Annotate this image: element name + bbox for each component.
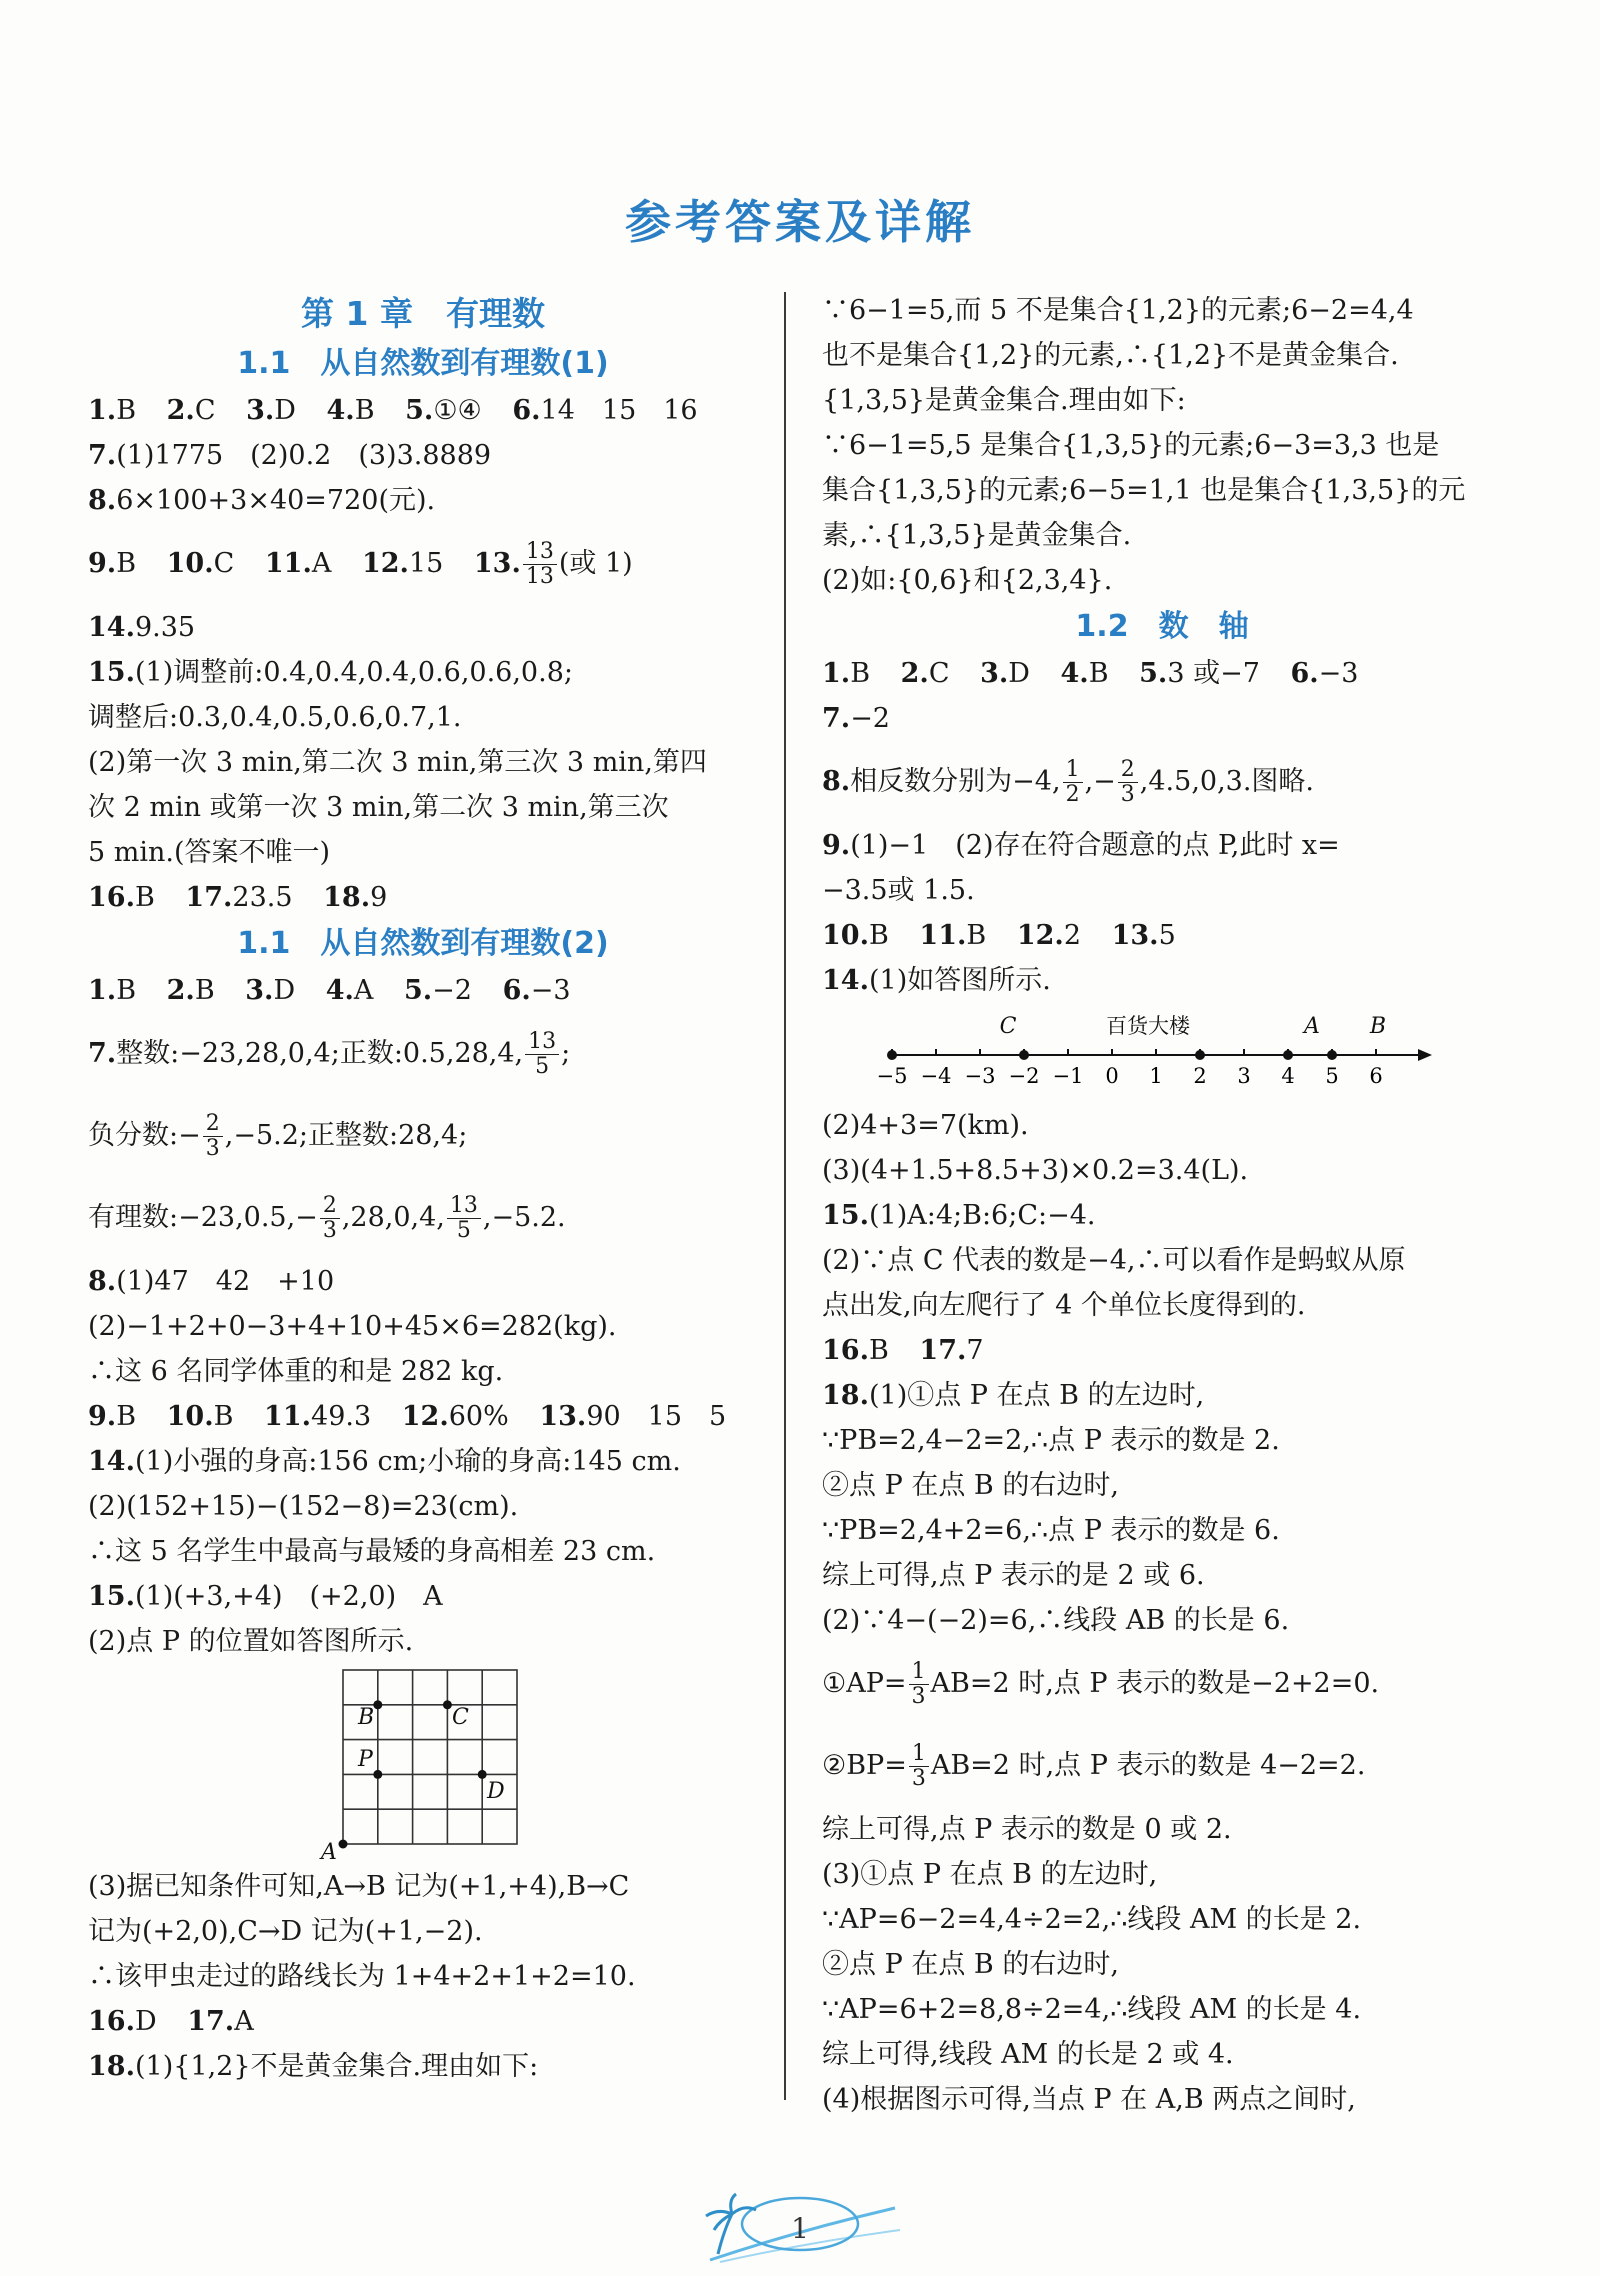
q-answer: B xyxy=(850,658,871,689)
tick-label: −4 xyxy=(920,1064,952,1088)
q-answer: ①④ xyxy=(433,395,482,426)
q-answer: D xyxy=(273,975,296,1006)
number-line-figure xyxy=(822,1003,1502,1103)
answer-line: ②点 P 在点 B 的右边时, xyxy=(822,1949,1119,1980)
q-num: 12. xyxy=(361,548,409,579)
q-num: 16. xyxy=(88,2006,135,2037)
q-num: 2. xyxy=(166,395,195,426)
label-b: B xyxy=(1369,1014,1387,1039)
answer-line: −3.5或 1.5. xyxy=(822,875,975,906)
grid-svg xyxy=(88,1664,758,1864)
fraction: $\frac{13}{5}$ xyxy=(525,1030,559,1079)
answer-line: 5 min.(答案不唯一) xyxy=(88,837,331,868)
q-answer: 60% xyxy=(448,1401,509,1432)
label-b: B xyxy=(358,1705,375,1730)
answer-line xyxy=(88,1999,758,2044)
q-answer: B xyxy=(194,975,215,1006)
q-num: 14. xyxy=(88,1446,135,1477)
q-answer: (1)小强的身高:156 cm;小瑜的身高:145 cm. xyxy=(134,1446,681,1477)
q-num: 3. xyxy=(246,395,275,426)
q-answer: C xyxy=(213,548,235,579)
q-num: 17. xyxy=(919,1335,967,1366)
q-num: 10. xyxy=(166,1401,214,1432)
answer-line: 点出发,向左爬行了 4 个单位长度得到的. xyxy=(822,1290,1306,1321)
answer-line xyxy=(88,433,758,478)
answer-line: (4)根据图示可得,当点 P 在 A,B 两点之间时, xyxy=(822,2084,1356,2115)
q-num: 9. xyxy=(822,830,851,861)
column-divider xyxy=(784,292,786,2100)
label-a: A xyxy=(1304,1014,1320,1039)
q-answer: B xyxy=(868,920,889,951)
label-d: D xyxy=(487,1779,505,1804)
section-heading-1-1-part2: 1.1 从自然数到有理数(2) xyxy=(237,926,609,961)
q-answer: (1)−1 (2)存在符合题意的点 P,此时 x= xyxy=(850,830,1340,861)
page-footer xyxy=(690,2190,910,2270)
q-num: 6. xyxy=(1290,658,1319,689)
answer-line: ①AP= $\frac{1}{3}$ AB=2 时,点 P 表示的数是−2+2=0. xyxy=(822,1659,1380,1709)
q-num: 3. xyxy=(245,975,274,1006)
tick-label: 5 xyxy=(1325,1064,1339,1088)
answer-line xyxy=(822,1373,1502,1418)
fraction: $\frac{13}{5}$ xyxy=(447,1194,481,1243)
right-column xyxy=(822,288,1502,2122)
answer-line: 综上可得,点 P 表示的是 2 或 6. xyxy=(822,1560,1205,1591)
q-num: 15. xyxy=(88,657,135,688)
answer-line: (3)(4+1.5+8.5+3)×0.2=3.4(L). xyxy=(822,1155,1249,1186)
label-p: P xyxy=(358,1747,373,1772)
tick-label: 6 xyxy=(1369,1064,1383,1088)
answer-line: 综上可得,线段 AM 的长是 2 或 4. xyxy=(822,2039,1234,2070)
left-column xyxy=(88,288,758,2089)
label-mall: 百货大楼 xyxy=(1106,1014,1190,1038)
q-num: 8. xyxy=(822,766,851,797)
q-num: 2. xyxy=(166,975,195,1006)
section-heading-1-2: 1.2 数 轴 xyxy=(1075,609,1249,644)
answer-line: 素,∴{1,3,5}是黄金集合. xyxy=(822,520,1132,551)
page-title: 参考答案及详解 xyxy=(625,195,975,249)
answer-line: (3)据已知条件可知,A→B 记为(+1,+4),B→C xyxy=(88,1871,630,1902)
q-answer: 3 或−7 xyxy=(1167,658,1260,689)
q-answer: D xyxy=(1008,658,1030,689)
q-answer: B xyxy=(116,1401,137,1432)
q-num: 7. xyxy=(88,440,117,471)
q-num: 18. xyxy=(822,1380,869,1411)
answer-line: ∴该甲虫走过的路线长为 1+4+2+1+2=10. xyxy=(88,1961,636,1992)
answer-line xyxy=(88,478,758,523)
q-num: 4. xyxy=(326,395,355,426)
answer-line xyxy=(88,1259,758,1304)
q-num: 16. xyxy=(822,1335,869,1366)
q-answer: 6×100+3×40=720(元). xyxy=(116,485,436,516)
tick-label: 0 xyxy=(1105,1064,1119,1088)
q-num: 5. xyxy=(405,395,434,426)
number-line-point xyxy=(1327,1050,1337,1060)
fraction: $\frac{2}{3}$ xyxy=(320,1194,340,1243)
q-answer: C xyxy=(194,395,216,426)
answer-line: ②BP= $\frac{1}{3}$ AB=2 时,点 P 表示的数是 4−2=2. xyxy=(822,1741,1366,1791)
answer-line: ∴这 6 名同学体重的和是 282 kg. xyxy=(88,1356,504,1387)
q-answer: B xyxy=(868,1335,889,1366)
q-num: 4. xyxy=(325,975,354,1006)
answer-line xyxy=(88,968,758,1013)
q-num: 5. xyxy=(1139,658,1168,689)
q-num: 18. xyxy=(323,882,371,913)
answer-line: (2)第一次 3 min,第二次 3 min,第三次 3 min,第四 xyxy=(88,747,707,778)
q-answer: (1)调整前:0.4,0.4,0.4,0.6,0.6,0.8; xyxy=(134,657,573,688)
answer-line: (2)−1+2+0−3+4+10+45×6=282(kg). xyxy=(88,1311,617,1342)
q-num: 1. xyxy=(88,395,117,426)
q-answer: D xyxy=(134,2006,157,2037)
q-num: 7. xyxy=(88,1038,117,1069)
q-answer: −2 xyxy=(850,703,890,734)
answer-line xyxy=(88,2044,758,2089)
q-num: 7. xyxy=(822,703,851,734)
number-line-point xyxy=(1283,1050,1293,1060)
q-answer: 15 xyxy=(408,548,444,579)
grid-figure xyxy=(88,1664,758,1864)
q-answer: B xyxy=(134,882,155,913)
q-answer: (1){1,2}不是黄金集合.理由如下: xyxy=(134,2051,539,2082)
q-answer: (1)1775 (2)0.2 (3)3.8889 xyxy=(116,440,492,471)
q-answer: A xyxy=(353,975,374,1006)
answer-line xyxy=(88,875,758,920)
q-num: 15. xyxy=(822,1200,869,1231)
answer-line xyxy=(822,913,1502,958)
q-num: 10. xyxy=(822,920,869,951)
fraction: $\frac{13}{13}$ xyxy=(523,540,557,589)
q-answer: (1)①点 P 在点 B 的左边时, xyxy=(868,1380,1205,1411)
answer-line: (2)(152+15)−(152−8)=23(cm). xyxy=(88,1491,519,1522)
q-answer: (1)47 42 +10 xyxy=(116,1266,335,1297)
q-answer: B xyxy=(116,395,137,426)
answer-line xyxy=(88,1574,758,1619)
q-answer: 5 xyxy=(1158,920,1176,951)
fraction: $\frac{2}{3}$ xyxy=(203,1112,223,1161)
tick-label: 4 xyxy=(1281,1064,1295,1088)
q-num: 17. xyxy=(187,2006,235,2037)
answer-line: (2)点 P 的位置如答图所示. xyxy=(88,1626,414,1657)
q-answer: 2 xyxy=(1063,920,1082,951)
q-answer: 9.35 xyxy=(134,612,196,643)
answer-line xyxy=(822,958,1502,1003)
answer-line: (2)如:{0,6}和{2,3,4}. xyxy=(822,565,1113,596)
label-c: C xyxy=(999,1014,1017,1039)
answer-line xyxy=(88,1439,758,1484)
point-c xyxy=(443,1700,452,1709)
q-num: 18. xyxy=(88,2051,135,2082)
q-answer: B xyxy=(354,395,375,426)
point-p xyxy=(373,1770,382,1779)
number-line-point xyxy=(1019,1050,1029,1060)
q-answer: (1)A:4;B:6;C:−4. xyxy=(868,1200,1096,1231)
tick-label: 3 xyxy=(1237,1064,1251,1088)
q-answer: (1)如答图所示. xyxy=(868,965,1051,996)
q-num: 11. xyxy=(264,1401,312,1432)
q-answer: 整数:−23,28,0,4;正数:0.5,28,4, xyxy=(116,1038,524,1069)
answer-line: 综上可得,点 P 表示的数是 0 或 2. xyxy=(822,1814,1232,1845)
answer-line xyxy=(822,696,1502,741)
answer-line: 次 2 min 或第一次 3 min,第二次 3 min,第三次 xyxy=(88,792,669,823)
q-num: 3. xyxy=(980,658,1009,689)
answer-line: 7.整数:−23,28,0,4;正数:0.5,28,4, $\frac{13}{5}$ ; xyxy=(88,1029,571,1079)
answer-line xyxy=(822,651,1502,696)
tick-label: −1 xyxy=(1052,1064,1084,1088)
q-answer: B xyxy=(213,1401,234,1432)
q-answer: C xyxy=(928,658,950,689)
q-answer: D xyxy=(274,395,296,426)
q-num: 6. xyxy=(502,975,531,1006)
q-num: 13. xyxy=(1111,920,1159,951)
q-answer: 7 xyxy=(966,1335,984,1366)
answer-line: (2)4+3=7(km). xyxy=(822,1110,1029,1141)
chapter-heading: 第 1 章 有理数 xyxy=(301,294,545,333)
label-a: A xyxy=(321,1840,337,1864)
q-answer: (或 1) xyxy=(558,548,633,579)
q-num: 13. xyxy=(539,1401,587,1432)
q-num: 15. xyxy=(88,1581,135,1612)
answer-line xyxy=(822,1193,1502,1238)
section-heading-1-1-part1: 1.1 从自然数到有理数(1) xyxy=(237,346,609,381)
q-num: 11. xyxy=(264,548,312,579)
tick-label: 1 xyxy=(1149,1064,1163,1088)
tick-label: −2 xyxy=(1008,1064,1040,1088)
point-d xyxy=(478,1770,487,1779)
answer-line: ∴这 5 名学生中最高与最矮的身高相差 23 cm. xyxy=(88,1536,656,1567)
fraction: $\frac{1}{2}$ xyxy=(1063,758,1083,807)
q-num: 12. xyxy=(1016,920,1064,951)
answer-line: ∵AP=6−2=4,4÷2=2,∴线段 AM 的长是 2. xyxy=(822,1904,1362,1935)
answer-line xyxy=(822,1328,1502,1373)
answer-line: ∵6−1=5,而 5 不是集合{1,2}的元素;6−2=4,4 xyxy=(822,295,1414,326)
q-num: 13. xyxy=(473,548,521,579)
answer-line xyxy=(88,523,758,605)
q-num: 6. xyxy=(512,395,541,426)
fraction: $\frac{1}{3}$ xyxy=(909,1742,929,1791)
answer-line: ∵PB=2,4+2=6,∴点 P 表示的数是 6. xyxy=(822,1515,1280,1546)
q-answer: B xyxy=(1088,658,1109,689)
q-answer: −2 xyxy=(432,975,472,1006)
q-answer: (1)(+3,+4) (+2,0) A xyxy=(134,1581,443,1612)
q-answer: −3 xyxy=(530,975,571,1006)
answer-line xyxy=(822,823,1502,868)
q-num: 12. xyxy=(401,1401,449,1432)
answer-line: (2)∵4−(−2)=6,∴线段 AB 的长是 6. xyxy=(822,1605,1290,1636)
answer-line: (3)①点 P 在点 B 的左边时, xyxy=(822,1859,1158,1890)
answer-line: 也不是集合{1,2}的元素,∴{1,2}不是黄金集合. xyxy=(822,340,1399,371)
answer-line: 调整后:0.3,0.4,0.5,0.6,0.7,1. xyxy=(88,702,462,733)
tick-label: −5 xyxy=(876,1064,908,1088)
fraction: $\frac{2}{3}$ xyxy=(1118,758,1138,807)
q-num: 8. xyxy=(88,485,117,516)
q-answer: 14 15 16 xyxy=(540,395,698,426)
q-num: 4. xyxy=(1060,658,1089,689)
fraction: $\frac{1}{3}$ xyxy=(909,1660,929,1709)
answer-line: ∵PB=2,4−2=2,∴点 P 表示的数是 2. xyxy=(822,1425,1280,1456)
answer-line: ②点 P 在点 B 的右边时, xyxy=(822,1470,1119,1501)
q-num: 1. xyxy=(822,658,851,689)
number-line-point xyxy=(887,1050,897,1060)
answer-line: 集合{1,3,5}的元素;6−5=1,1 也是集合{1,3,5}的元 xyxy=(822,475,1466,506)
answer-line xyxy=(88,388,758,433)
tick-label: 2 xyxy=(1193,1064,1207,1088)
q-num: 9. xyxy=(88,548,117,579)
q-num: 17. xyxy=(185,882,233,913)
point-a xyxy=(339,1840,348,1849)
answer-line xyxy=(88,1394,758,1439)
q-num: 9. xyxy=(88,1401,117,1432)
q-answer: B xyxy=(966,920,987,951)
page-number: 1 xyxy=(791,2212,809,2245)
q-num: 14. xyxy=(88,612,135,643)
answer-line: 8.相反数分别为−4, $\frac{1}{2}$ ,− $\frac{2}{3}$ ,4.5,0,3.图略. xyxy=(822,757,1315,807)
q-num: 14. xyxy=(822,965,869,996)
label-c: C xyxy=(452,1705,469,1730)
answer-line: (2)∵点 C 代表的数是−4,∴可以看作是蚂蚁从原 xyxy=(822,1245,1406,1276)
answer-line: ∵AP=6+2=8,8÷2=4,∴线段 AM 的长是 4. xyxy=(822,1994,1362,2025)
q-answer: B xyxy=(116,975,137,1006)
q-num: 8. xyxy=(88,1266,117,1297)
axis-arrow xyxy=(1418,1049,1432,1061)
q-answer: 9 xyxy=(370,882,388,913)
q-num: 5. xyxy=(403,975,433,1006)
answer-line xyxy=(88,650,758,695)
q-answer: −3 xyxy=(1318,658,1359,689)
q-num: 2. xyxy=(900,658,929,689)
q-num: 1. xyxy=(88,975,117,1006)
answer-line: 有理数:−23,0.5,− $\frac{2}{3}$ ,28,0,4, $\frac{13}{5}$ ,−5.2. xyxy=(88,1193,566,1243)
q-answer: B xyxy=(116,548,137,579)
answer-line: 负分数:− $\frac{2}{3}$ ,−5.2;正整数:28,4; xyxy=(88,1111,468,1161)
number-line-point xyxy=(1195,1050,1205,1060)
tick-label: −3 xyxy=(964,1064,996,1088)
q-num: 10. xyxy=(166,548,214,579)
answer-line xyxy=(88,605,758,650)
q-answer: A xyxy=(311,548,332,579)
q-answer: 49.3 xyxy=(311,1401,372,1432)
q-answer: 90 15 5 xyxy=(586,1401,727,1432)
answer-line: 记为(+2,0),C→D 记为(+1,−2). xyxy=(88,1916,483,1947)
answer-line: {1,3,5}是黄金集合.理由如下: xyxy=(822,385,1186,416)
q-num: 16. xyxy=(88,882,135,913)
q-answer: A xyxy=(234,2006,254,2037)
q-num: 11. xyxy=(919,920,967,951)
q-answer: 23.5 xyxy=(232,882,293,913)
number-line-svg xyxy=(822,1003,1502,1103)
point-b xyxy=(373,1700,382,1709)
answer-line: ∵6−1=5,5 是集合{1,3,5}的元素;6−3=3,3 也是 xyxy=(822,430,1440,461)
